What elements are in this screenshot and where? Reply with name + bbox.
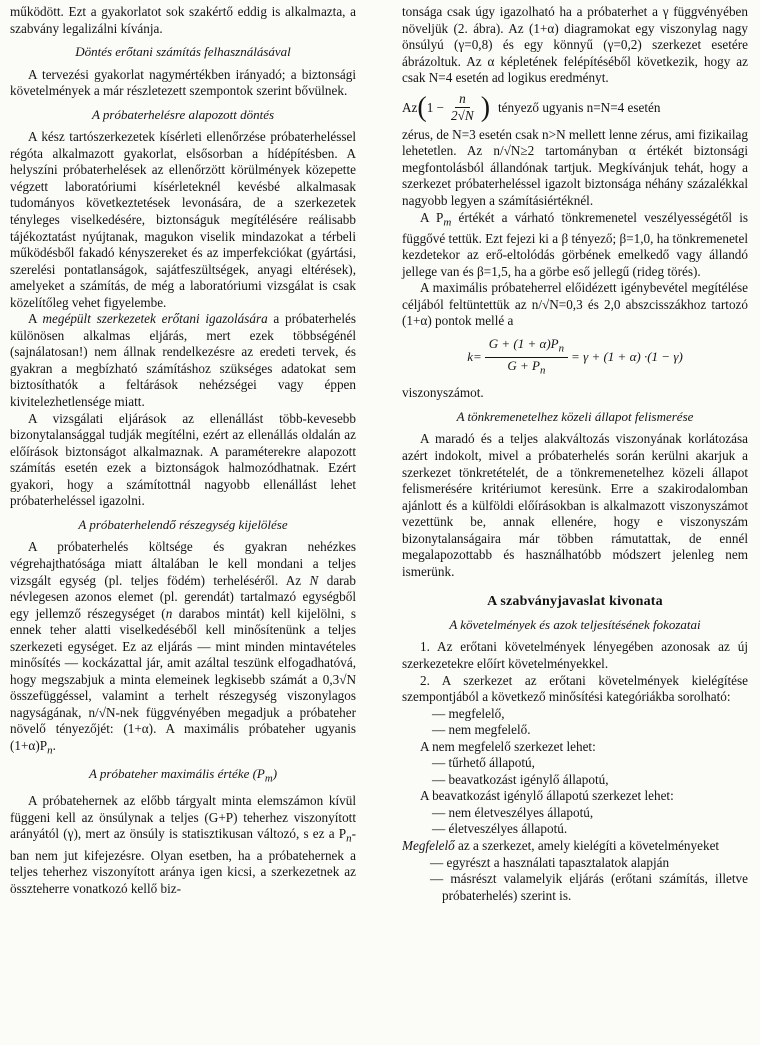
paragraph: A maradó és a teljes alakváltozás viszonyának korlátozása azért indokolt, mivel a próbaterhelés során kerülni akarjuk a szerkezet tönkretételét, de a tönkremenetelhez közeli állapot felismerésére kritériumot keresünk. Erre a szakirodalomban ajánlott és a külföldi előírásokban is alkalmazott viszonyszámot vezettünk be, annak ellenére, hogy e viszonyszám bizonytalanságaira már többen rámutattak, de ennél megalapozottabb és használhatóbb módszert jelenleg nem ismerünk. — [402, 431, 748, 579]
section-heading-kovetelmenyek: A követelmények és azok teljesítésének fokozatai — [449, 616, 701, 632]
list-item: — megfelelő, — [432, 705, 505, 721]
section-heading-probaterheles: A próbaterhelésre alapozott döntés — [91, 106, 275, 122]
list-item: — életveszélyes állapotú. — [432, 821, 568, 837]
right-column — [402, 4, 748, 904]
paragraph: működött. Ezt a gyakorlatot sok szakértő eddig is alkalmazta, a szabvány legalizálni kívánja. — [10, 4, 356, 36]
paragraph: A $P_m$ értékét a várható tönkremenetel veszélyességétől is függővé tettük. Ezt fejezi ki a β tényező; β=1,0, ha tönkremenetel kezdetekor az erő-eltolódás görbének emelkedő vagy állandó jellege van és β=1,5, ha a görbe eső jellegű (rideg törés). — [402, 209, 748, 279]
paragraph: A megépült szerkezetek erőtani igazolására a próbaterhelés különösen alkalmas eljárás, mert ezek többségénél (sajnálatosan!) nem állnak rendelkezésre az eredeti tervek, és gyakran a megbízható számításhoz szükséges adatokat sem biztosíthatók a feltárások nehézségei vagy éppen kivitelezhetlensége miatt. — [10, 311, 357, 410]
list-item: — egyrészt a használati tapasztalatok alapján — [430, 854, 670, 870]
section-heading-kivonat: A szabványjavaslat kivonata — [487, 594, 663, 610]
formula-factor: Az ( 1 − $\frac{n}{2√N}$ ) tényező ugyanis n=N=4 esetén — [402, 90, 661, 124]
section-heading-dontes: Döntés erőtani számítás felhasználásával — [75, 44, 291, 60]
section-heading-tonkremenetel: A tönkremenetelhez közeli állapot felismerése — [456, 408, 694, 424]
paragraph: zérus, de N=3 esetén csak n>N mellett lenne zérus, ami fizikailag lehetetlen. Az n/√N≥2 tartományban α értékét biztonsági megfontolásból állandónak tartjuk. Megkívánjuk tehát, hogy a szerkezet próbaterheléssel igazolt biztonsága néhány százalékkal nagyobb legyen a számításiértéknél. — [402, 126, 748, 209]
paragraph: A maximális próbateherrel előidézett igénybevétel megítélése céljából feltüntettük az n/√N=0,3 és 2,0 abszcisszákhoz tartozó (1+α) pontok mellé a — [402, 280, 748, 329]
list-item: — másrészt valamelyik eljárás (erőtani számítás, illetve próbaterhelés) szerint is. — [430, 871, 748, 903]
paragraph: A próbaterhelés költsége és gyakran nehézkes végrehajthatósága miatt általában le kell mondani a teljes vizsgált egység (pl. teljes födém) terheléséről. Az N darab névlegesen azonos elemet (pl. gerendát) tartalmazó egységből egy jellemző részegységet (n darabos mintát) kell kijelölni, s ennek teher alatti viselkedéséből kell minősítenünk a teljes szerkezeti egységet. Ez az eljárás — mint minden mintavételes minősítés — kockázattal jár, amit azáltal teszünk elfogadhatóvá, hogy megszabjuk a minta elemeinek legkisebb számát a 0,3√N összefüggéssel, valamint a terhelt részegység viszonylagos nagyságának, n/√N-nek függvényében megadjuk a próbateher növelő tényezőjét: (1+α). A maximális próbateher ugyanis $(1+\alpha)P_n$. — [10, 539, 357, 757]
paragraph: 2. A szerkezet az erőtani követelmények kielégítése szempontjából a következő minősítési kategóriákba sorolható: — [402, 672, 748, 705]
paragraph: A kész tartószerkezetek kísérleti ellenőrzése próbaterheléssel régóta alkalmazott gyakorlat, elsősorban a hídépítésben. A helyszíni próbaterhelések az ellenőrzött körülmények közepette végzett laboratóriumi kísérleteknél kevésbé alkalmasak tudományos következtetések levonására, de a szerkezetek tényleges viselkedésére, biztonságuk megítélésére reálisabb tájékoztatást nyújtanak, magukon viselik mindazokat a térbeli működésből fakadó kényszereket és az imperfekciókat (gyártási, szerelési pontatlanságok, sajátfeszültségek, anyagi eltérések), amelyeket a számítás, de még a laboratóriumi vizsgálat is csak közelítőleg vehet figyelembe. — [10, 129, 356, 310]
formula-k: k= $\frac{G + (1 + \alpha)P_n}{G + P_n}$ = γ + (1 + α) ·(1 − γ) — [467, 336, 683, 377]
list-item: — tűrhető állapotú, — [432, 755, 535, 771]
list-item: — nem életveszélyes állapotú, — [432, 804, 594, 820]
list-item: A beavatkozást igénylő állapotú szerkezet lehet: — [420, 788, 674, 804]
left-column — [10, 4, 356, 897]
paragraph: Megfelelő az a szerkezet, amely kielégíti a követelményeket — [402, 837, 720, 853]
paragraph: A próbatehernek az előbb tárgyalt minta elemszámon kívül függeni kell az önsúlynak a teljes (G+P) teherhez viszonyított arányától (γ), mert az önsúly is statisztikusan változó, s ez a $P_n$-ban nem jut kifejezésre. Olyan esetben, ha a próbatehernek a teljes teherhez viszonyított aránya igen kicsi, a szerkezetnek az összteherre vonatkozó kellő biz- — [10, 793, 356, 896]
paragraph: A vizsgálati eljárások az ellenállást több-kevesebb bizonytalansággal tudják megítélni, ezért az ellenállás oldalán az előírások biztonságot alkalmaznak. A paraméterekre alapozott számítás esetén ezek a biztonságok halmozódhatnak. Ezért gyakori, hogy a számítottnál nagyobb ellenállást lehet próbaterheléssel igazolni. — [10, 410, 356, 509]
list-item: A nem megfelelő szerkezet lehet: — [420, 738, 596, 754]
section-heading-reszegyseg: A próbaterhelendő részegység kijelölése — [78, 516, 288, 532]
paragraph: viszonyszámot. — [402, 385, 484, 401]
paragraph: tonsága csak úgy igazolható ha a próbaterhet a γ függvényében növeljük (2. ábra). Az (1+α) diagramokat egy viszonylag nagy önsúlyú (γ=0,8) és egy könnyű (γ=0,2) szerkezet esetére ábrázoltuk. Az α képletének felépítéséből következik, hogy az csak N=4 esetén ad logikus eredményt. — [402, 4, 748, 86]
paragraph: A tervezési gyakorlat nagymértékben irányadó; a biztonsági követelmények a már részletezett szempontok szerint bővülnek. — [10, 66, 356, 99]
section-heading-maxertek: A próbateher maximális értéke $(P_m)$ — [88, 766, 278, 785]
list-item: — nem megfelelő. — [432, 722, 531, 738]
paragraph: 1. Az erőtani követelmények lényegében azonosak az új szerkezetekre előírt követelményekkel. — [402, 639, 748, 671]
list-item: — beavatkozást igénylő állapotú, — [432, 771, 609, 787]
emphasis: megépült szerkezetek erőtani igazolására — [42, 311, 268, 327]
